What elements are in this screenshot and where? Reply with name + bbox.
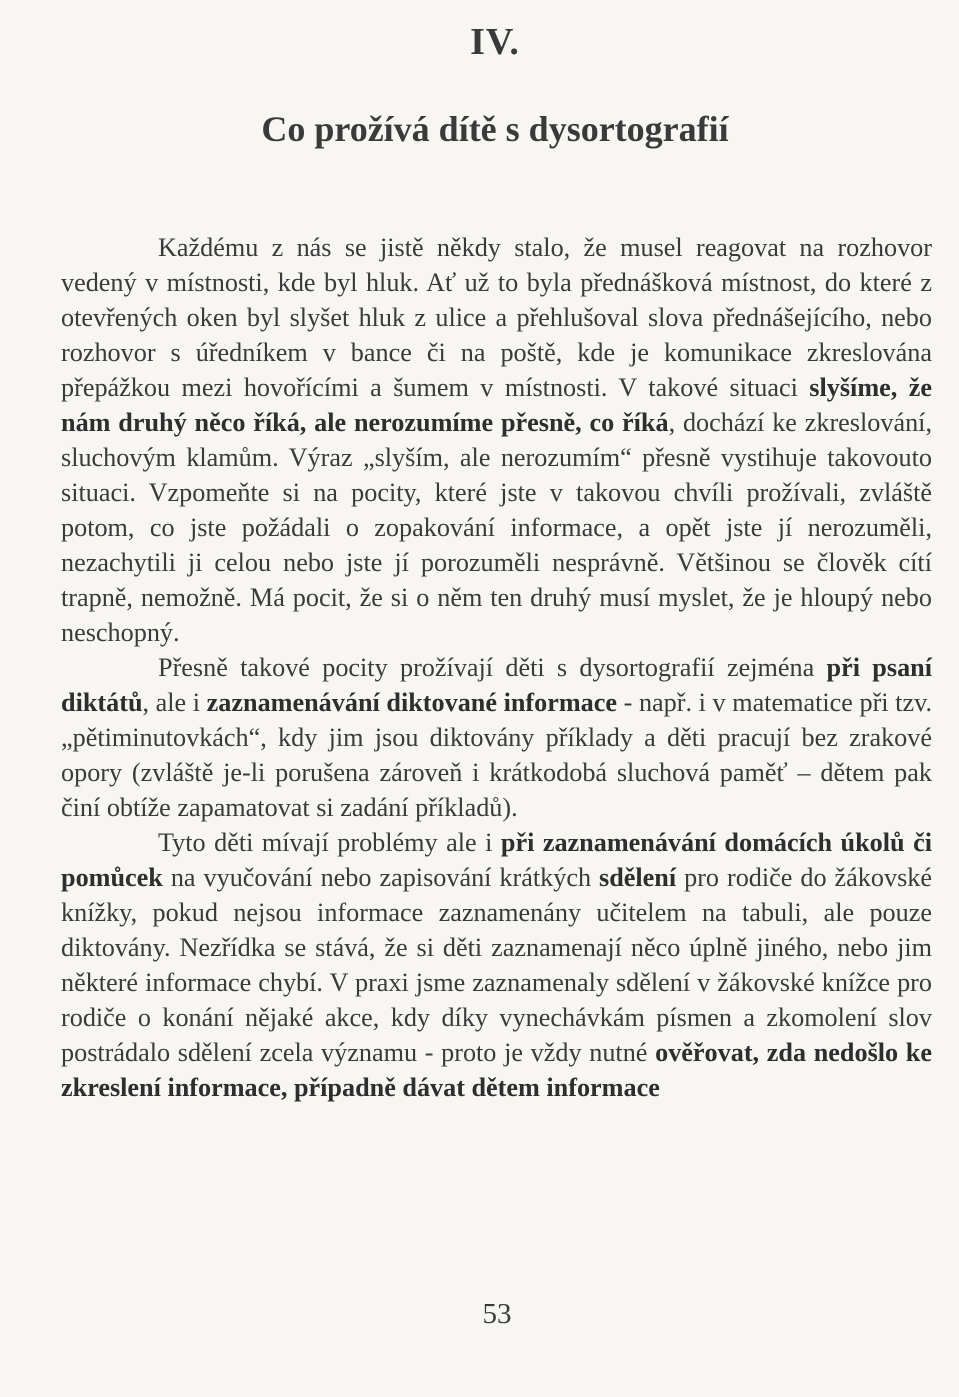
paragraph-2 — [61, 650, 932, 825]
chapter-number: IV. — [470, 21, 520, 63]
text-run: Přesně takové pocity prožívají děti s dysortografií zejména — [158, 653, 827, 682]
paragraph-3 — [61, 825, 932, 1105]
bold-run: slyšíme, že nám druhý něco říká, ale nerozumíme přesně, co říká — [61, 373, 932, 437]
text-run: Tyto děti mívají problémy ale i — [158, 828, 501, 857]
bold-run: ověřovat, zda nedošlo ke zkreslení informace, případně dávat dětem informace — [61, 1038, 932, 1102]
text-run: na vyučování nebo zapisování krátkých — [162, 863, 600, 892]
text-run: , dochází ke zkreslování, sluchovým klamům. Výraz „slyším, ale nerozumím“ přesně vystihuje takovouto situaci. Vzpomeňte si na pocity, které jste v takovou chvíli prožívali, zvláště potom, co jste požádali o zopakování informace, a opět jste jí nerozuměli, nezachytili ji celou nebo jste jí porozuměli nesprávně. Většinou se člověk cítí trapně, nemožně. Má pocit, že si o něm ten druhý musí myslet, že je hloupý nebo neschopný. — [61, 408, 932, 647]
bold-run: zaznamenávání diktované informace — [206, 688, 618, 717]
bold-run: při zaznamenávání domácích úkolů či pomůcek — [61, 828, 932, 892]
bold-run: při psaní diktátů — [61, 653, 933, 717]
page-number: 53 — [482, 1298, 512, 1330]
text-run: , ale i — [142, 688, 207, 717]
body-text — [61, 230, 932, 1105]
text-run: pro rodiče do žákovské knížky, pokud nejsou informace zaznamenány učitelem na tabuli, ale pouze diktovány. Nezřídka se stává, že si děti zaznamenají něco úplně jiného, nebo jim některé informace chybí. V praxi jsme zaznamenaly sdělení v žákovské knížce pro rodiče o konání nějaké akce, kdy díky vynechávkám písmen a zkomolení slov postrádalo sdělení zcela významu - proto je vždy nutné — [61, 863, 932, 1067]
text-run: - např. i v matematice při tzv. „pětiminutovkách“, kdy jim jsou diktovány příklady a děti pracují bez zrakové opory (zvláště je-li porušena zároveň i krátkodobá sluchová paměť – dětem pak činí obtíže zapamatovat si zadání příkladů). — [61, 688, 933, 822]
text-run: Každému z nás se jistě někdy stalo, že musel reagovat na rozhovor vedený v místnosti, kde byl hluk. Ať už to byla přednášková místnost, do které z otevřených oken byl slyšet hluk z ulice a přehlušoval slova přednášejícího, nebo rozhovor s úředníkem v bance či na poště, kde je komunikace zkreslována přepážkou mezi hovořícími a šumem v místnosti. V takové situaci — [61, 233, 932, 402]
paragraph-1 — [61, 230, 932, 650]
bold-run: sdělení — [599, 863, 677, 892]
chapter-title: Co prožívá dítě s dysortografií — [261, 109, 729, 149]
